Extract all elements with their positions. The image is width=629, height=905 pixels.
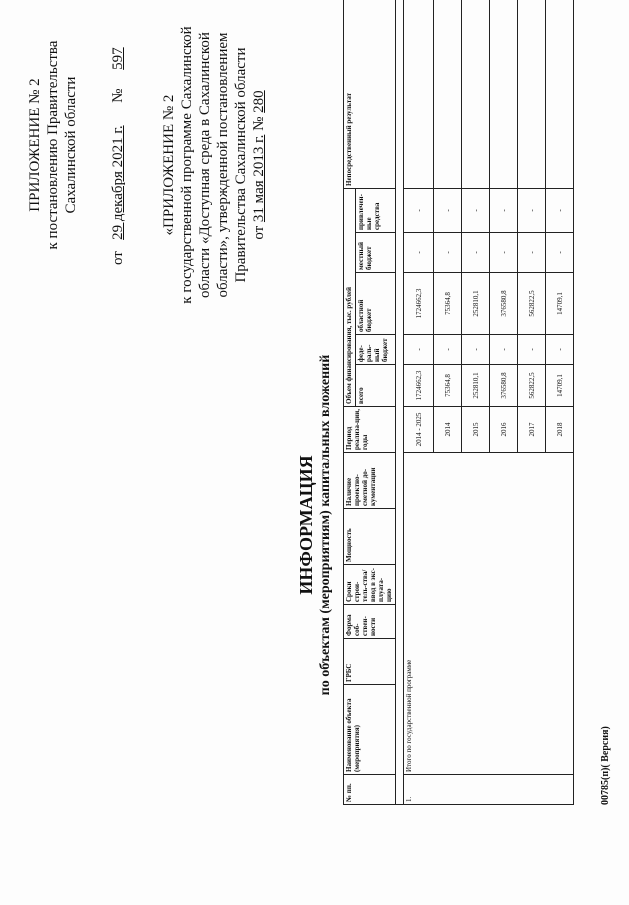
cell-total: 14709,1 — [546, 365, 574, 407]
program-reference: «ПРИЛОЖЕНИЕ № 2 к государственной программе Сахалинской области «Доступная среда в Сахалинской области», утвержденной постановлением Правительства Сахалинской области от 31 мая 2013 г. № 280 — [161, 26, 267, 304]
cell-local: - — [490, 233, 518, 273]
cell-local: - — [462, 233, 490, 273]
cell-regional: 252810,1 — [462, 273, 490, 335]
cell-federal: - — [546, 335, 574, 365]
cell-period: 2016 — [490, 407, 518, 453]
cell-local: - — [434, 233, 462, 273]
cell-federal: - — [404, 335, 434, 365]
cell-attracted: - — [518, 189, 546, 233]
header-term: Сроки строи-тель-ства/ввод в экс-плуата-цию — [344, 565, 396, 605]
header-grbs: ГРБС — [344, 639, 396, 685]
cell-regional: 14709,1 — [546, 273, 574, 335]
cell-federal: - — [490, 335, 518, 365]
cell-attracted: - — [490, 189, 518, 233]
cell-total: 252810,1 — [462, 365, 490, 407]
document-version-footer: 00785(п)( Версия) — [600, 726, 611, 805]
cell-local: - — [546, 233, 574, 273]
capital-investment-table — [343, 0, 608, 805]
cell-result — [490, 0, 518, 189]
cell-regional: 1724662,3 — [404, 273, 434, 335]
appendix-line-2: Сахалинской области — [63, 76, 79, 214]
cell-local: - — [518, 233, 546, 273]
cell-federal: - — [434, 335, 462, 365]
appendix-title: ПРИЛОЖЕНИЕ № 2 — [27, 78, 43, 212]
cell-attracted: - — [434, 189, 462, 233]
cell-result — [518, 0, 546, 189]
header-result: Непосредственный результат — [344, 0, 396, 189]
appendix-line-1: к постановлению Правительства — [45, 40, 61, 250]
cell-attracted: - — [404, 189, 434, 233]
header-power: Мощность — [344, 509, 396, 565]
cell-total: 376580,8 — [490, 365, 518, 407]
cell-result — [434, 0, 462, 189]
header-regional: областной бюджет — [356, 273, 396, 335]
header-ownership: Форма соб-ствен-ности — [344, 605, 396, 639]
header-local: местный бюджет — [356, 233, 396, 273]
cell-result — [462, 0, 490, 189]
cell-period: 2018 — [546, 407, 574, 453]
cell-local: - — [404, 233, 434, 273]
cell-regional: 562822,5 — [518, 273, 546, 335]
cell-period: 2014 — [434, 407, 462, 453]
cell-regional: 376580,8 — [490, 273, 518, 335]
cell-federal: - — [462, 335, 490, 365]
appendix-header — [26, 25, 80, 265]
cell-regional: 75364,8 — [434, 273, 462, 335]
cell-result — [546, 0, 574, 189]
header-name: Наименование объекта (мероприятия) — [344, 685, 396, 775]
row-label: Итого по государственной программе — [404, 453, 574, 775]
header-docs: Наличие проектно-сметной до-кументации — [344, 453, 396, 509]
cell-period: 2015 — [462, 407, 490, 453]
header-period: Период реализа-ции, годы — [344, 407, 396, 453]
cell-attracted: - — [546, 189, 574, 233]
cell-period: 2014 - 2025 — [404, 407, 434, 453]
document-subtitle: по объектам (мероприятиям) капитальных вложений — [318, 354, 333, 696]
table-row — [404, 0, 434, 805]
cell-period: 2017 — [518, 407, 546, 453]
cell-total: 75364,8 — [434, 365, 462, 407]
order-number: 597 — [110, 47, 126, 70]
cell-total: 562822,5 — [518, 365, 546, 407]
header-finance: Объем финансирования, тыс. рублей — [344, 189, 356, 407]
header-attracted: привлечен-ные средства — [356, 189, 396, 233]
document-title: ИНФОРМАЦИЯ — [296, 455, 316, 595]
header-num: № пп. — [344, 775, 396, 805]
cell-total: 1724662,3 — [404, 365, 434, 407]
header-federal: феде-раль-ный бюджет — [356, 335, 396, 365]
order-date: 29 декабря 2021 г. — [110, 125, 126, 240]
cell-result — [404, 0, 434, 189]
order-line: от 29 декабря 2021 г. № 597 — [110, 47, 126, 265]
row-number: 1. — [404, 775, 574, 805]
cell-attracted: - — [462, 189, 490, 233]
cell-federal: - — [518, 335, 546, 365]
header-total: всего — [356, 365, 396, 407]
